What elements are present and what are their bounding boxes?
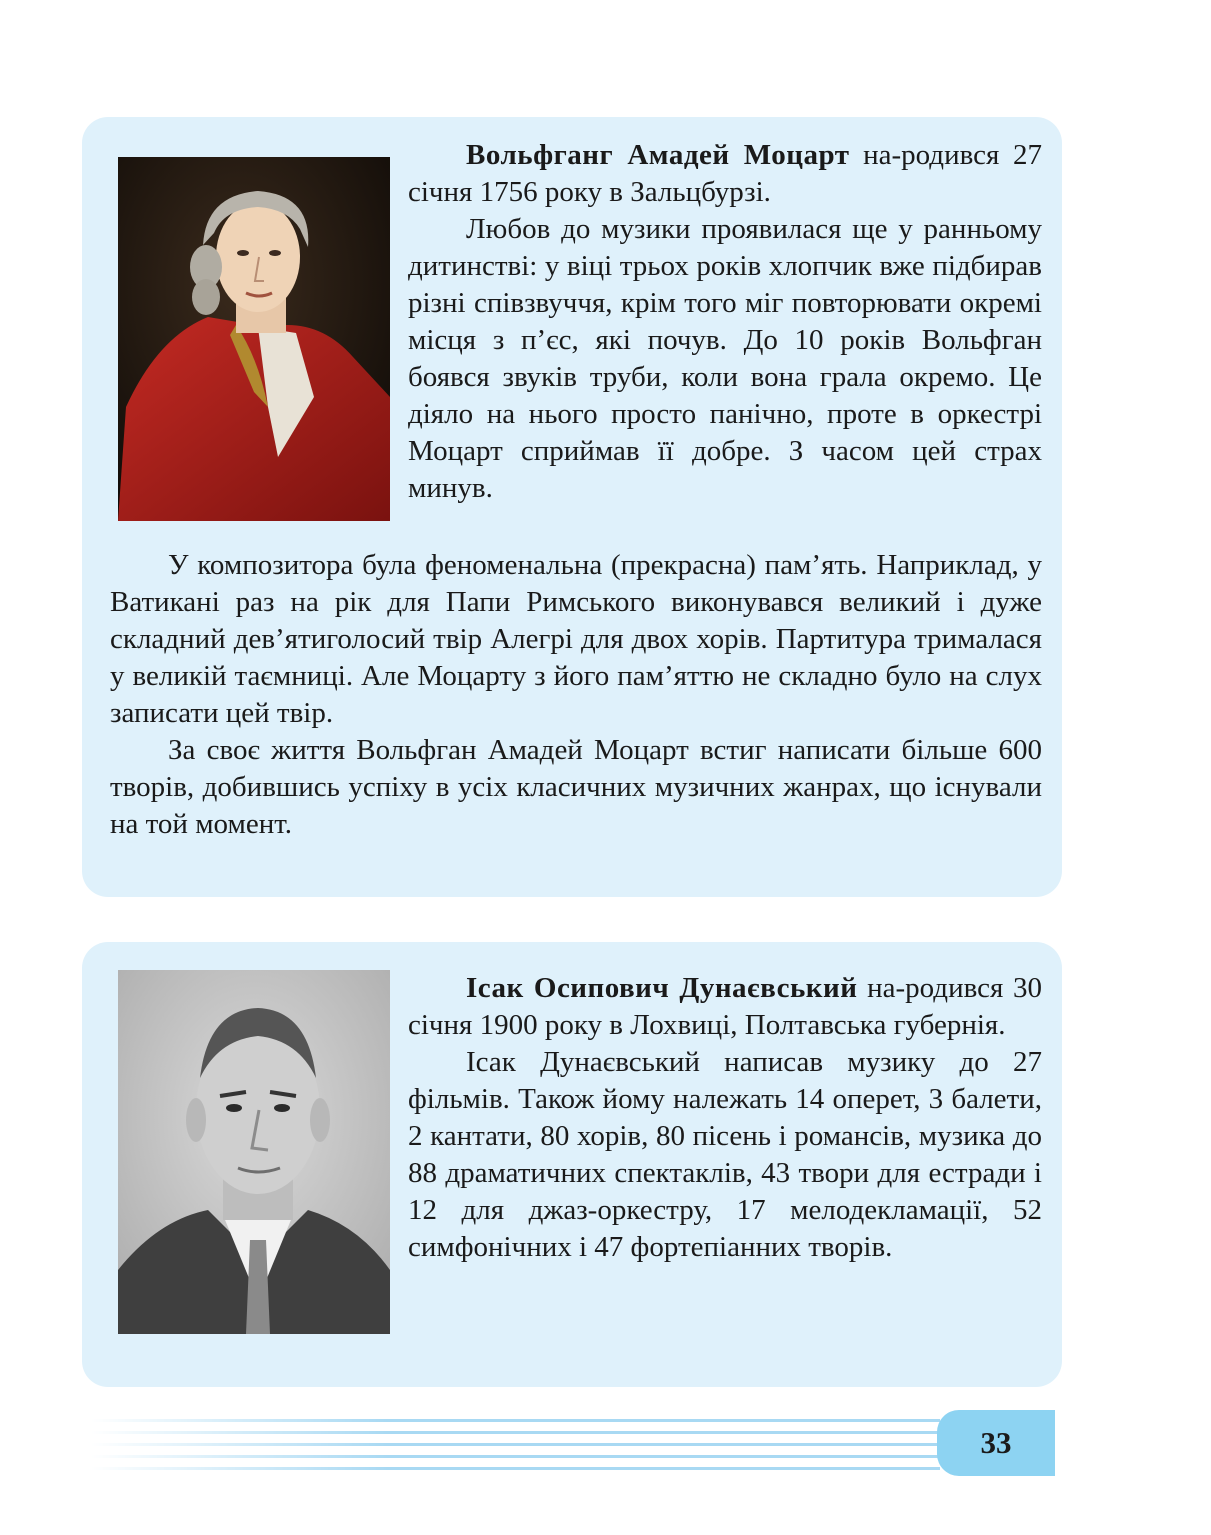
- mozart-portrait: [118, 157, 390, 521]
- page-number-label: 33: [980, 1425, 1012, 1460]
- footer-stripes: [90, 1410, 940, 1476]
- page-number: [937, 1410, 1055, 1476]
- mozart-card: [82, 117, 1062, 897]
- dunaevsky-portrait: [118, 970, 390, 1334]
- mozart-paragraph-memory: У композитора була феноменальна (прекрасна) пам’ять. Наприклад, у Ватикані раз на рік для Папи Римського виконувався великий і дуже складний дев’ятиголосий твір Алегрі для двох хорів. Партитура трималася у великій таємниці. Але Моцарту з його пам’яттю не складно було на слух записати цей твір.: [110, 549, 1042, 729]
- dunaevsky-card: [82, 942, 1062, 1387]
- mozart-bottom-text: [110, 547, 1042, 843]
- mozart-intro-text: [408, 137, 1042, 507]
- mozart-name: Вольфганг Амадей Моцарт: [466, 139, 850, 171]
- dunaevsky-paragraph-works: Ісак Дунаєвський написав музику до 27 фільмів. Також йому належать 14 оперет, 3 балети, 2 кантати, 80 хорів, 80 пісень і романсів, музика до 88 драматичних спектаклів, 43 твори для естради і 12 для джаз-оркестру, 17 мелодекламації, 52 симфонічних і 47 фортепіанних творів.: [408, 1046, 1042, 1263]
- mozart-paragraph-works: За своє життя Вольфган Амадей Моцарт встиг написати більше 600 творів, добившись успіху в усіх класичних музичних жанрах, що існували на той момент.: [110, 734, 1042, 840]
- mozart-paragraph-childhood: Любов до музики проявилася ще у ранньому дитинстві: у віці трьох років хлопчик вже підбирав різні співзвуччя, крім того міг повторювати окремі місця з п’єс, які почув. До 10 років Вольфган боявся звуків труби, коли вона грала окремо. Це діяло на нього просто панічно, проте в оркестрі Моцарт сприймав її добре. З часом цей страх минув.: [408, 213, 1042, 504]
- mozart-birth: на-родився 27 січня 1756 року в Зальцбурзі.: [408, 139, 1042, 208]
- dunaevsky-text: [408, 970, 1042, 1266]
- dunaevsky-name: Ісак Осипович Дунаєвський: [466, 972, 858, 1004]
- dunaevsky-birth: на-родився 30 січня 1900 року в Лохвиці, Полтавська губернія.: [408, 972, 1042, 1041]
